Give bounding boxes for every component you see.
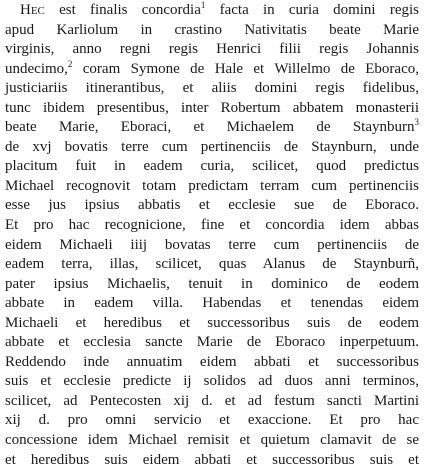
footnote-marker: 2 (67, 58, 73, 69)
text-line (5, 196, 419, 216)
text-line (5, 99, 419, 119)
text-segment: Michaeli et heredibus et successoribus suis de eodem (5, 314, 419, 331)
charter-text (5, 1, 419, 470)
text-segment: justiciariis itinerantibus, et aliis domini regis fidelibus, (5, 80, 419, 97)
text-segment: Et pro hac recognicione, fine et concordia idem abbas (5, 217, 419, 234)
text-line (5, 177, 419, 197)
text-line (5, 314, 419, 334)
text-segment: de xvj bovatis terre cum pertinenciis de Staynburn, unde (5, 138, 419, 155)
text-segment: undecimo, (5, 60, 68, 77)
text-line (5, 60, 419, 80)
text-line (5, 372, 419, 392)
text-line (5, 216, 419, 236)
text-segment: et heredibus suis eidem abbati et successoribus suis et (5, 451, 419, 468)
text-segment: coram Symone de Hale et Willelmo de Eboraco, (72, 60, 419, 77)
text-line (5, 157, 419, 177)
text-segment: est finalis concordia (44, 2, 201, 18)
text-line (5, 118, 419, 138)
text-line (5, 40, 419, 60)
text-segment: abbate in eadem villa. Habendas et tenendas eidem (5, 295, 419, 312)
text-segment: facta in curia domini regis (205, 2, 419, 18)
text-segment: pater ipsius Michaelis, tenuit in dominico de eodem (5, 275, 419, 292)
text-segment: scilicet, ad Pentecosten xij d. et ad festum sancti Martini (5, 392, 419, 409)
text-line (5, 275, 419, 295)
text-segment: eadem terra, illas, scilicet, quas Alanus de Staynburñ, (5, 256, 419, 273)
footnote-marker: 1 (200, 0, 206, 10)
text-segment: apud Karliolum in crastino Nativitatis beate Marie (5, 21, 419, 38)
text-line (5, 255, 419, 275)
text-line (5, 21, 419, 41)
text-line (5, 353, 419, 373)
text-segment: suis et ecclesie predicte ij solidos ad duos anni terminos, (5, 373, 419, 390)
text-line (5, 1, 419, 21)
text-line (5, 333, 419, 353)
opening-word: Hec (20, 2, 45, 18)
text-line (5, 411, 419, 431)
text-segment: placitum fuit in eadem curia, scilicet, quod predictus (5, 158, 419, 175)
text-segment: Reddendo inde annuatim eidem abbati et successoribus (5, 353, 419, 370)
text-segment: concessione idem Michael remisit et quietum clamavit de se (5, 432, 419, 449)
text-line (5, 431, 419, 451)
text-line (5, 79, 419, 99)
text-segment: xij d. pro omni servicio et exaccione. Et pro hac (5, 412, 419, 429)
text-segment: virginis, anno regni regis Henrici filii regis Johannis (5, 41, 419, 58)
text-segment: tunc ibidem presentibus, inter Robertum abbatem monasterii (5, 99, 419, 116)
text-line (5, 451, 419, 470)
text-line (5, 236, 419, 256)
text-line (5, 392, 419, 412)
text-line (5, 294, 419, 314)
text-segment: beate Marie, Eboraci, et Michaelem de Staynburn (5, 119, 415, 136)
text-segment: esse jus ipsius abbatis et ecclesie sue de Eboraco. (5, 197, 419, 214)
text-segment: abbate et ecclesia sancte Marie de Eboraco inperpetuum. (5, 334, 419, 351)
text-line (5, 138, 419, 158)
text-segment: Michael recognovit totam predictam terram cum pertinenciis (5, 177, 419, 194)
text-segment: eidem Michaeli iiij bovatas terre cum pertinenciis de (5, 236, 419, 253)
footnote-marker: 3 (414, 117, 419, 128)
